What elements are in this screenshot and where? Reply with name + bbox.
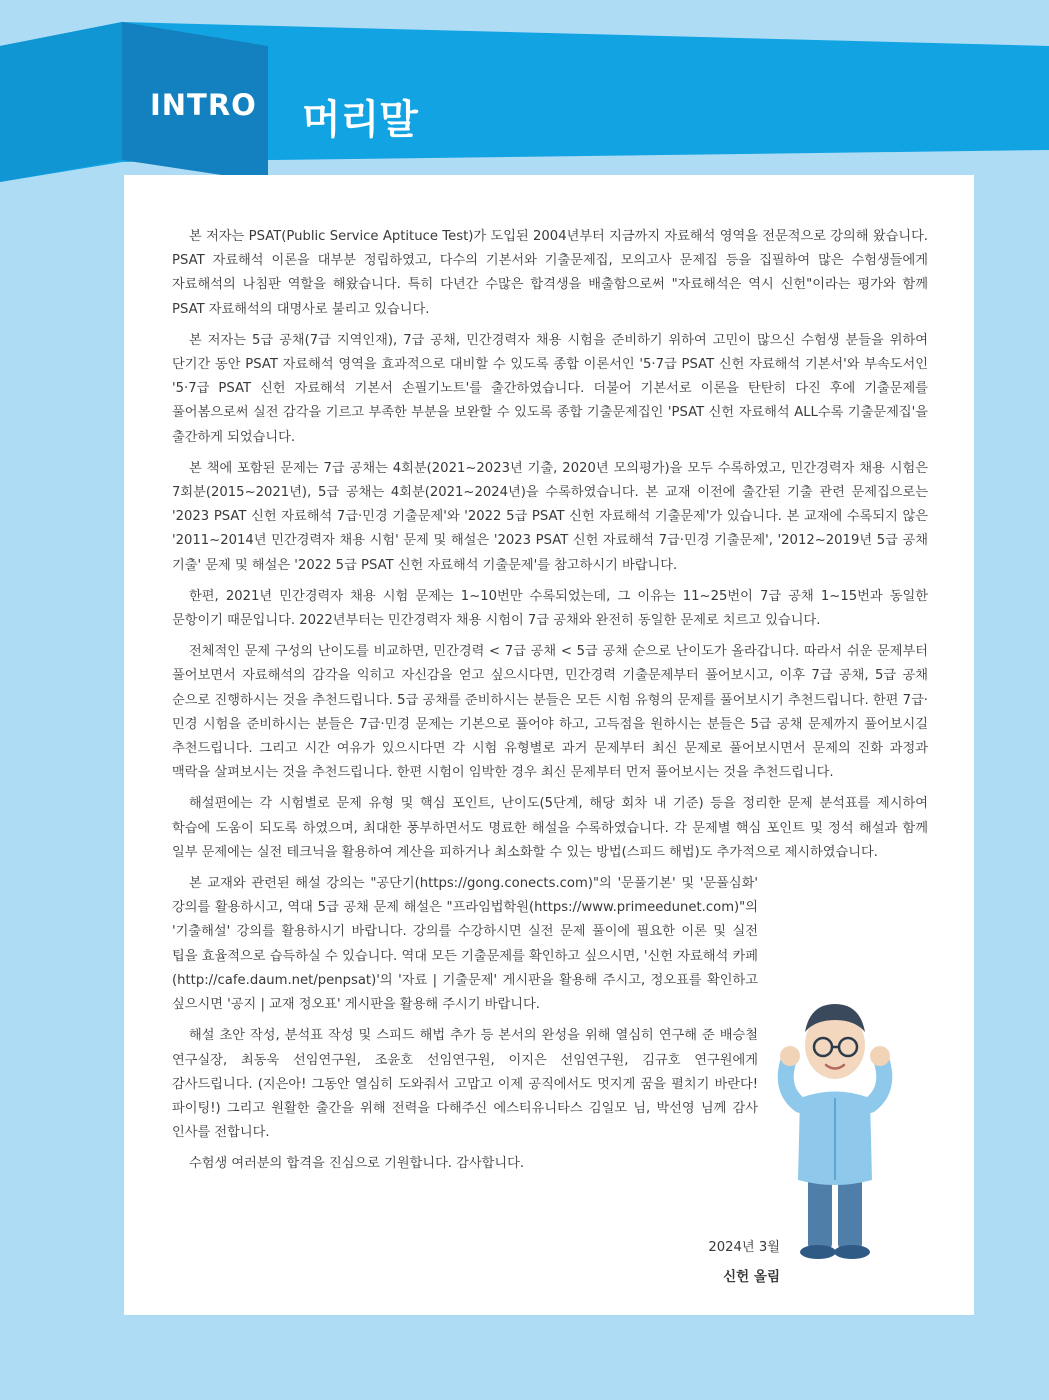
section-label: INTRO bbox=[150, 88, 257, 122]
paragraph: 본 저자는 PSAT(Public Service Aptituce Test)가 도입된 2004년부터 지금까지 자료해석 영역을 전문적으로 강의해 왔습니다. PSAT 자료해석 이론을 대부분 정립하였고, 다수의 기본서와 기출문제집, 모의고사 문제집 등을 집필하여 많은 수험생들에게 자료해석의 나침판 역할을 해왔습니다. 특히 다년간 수많은 합격생을 배출함으로써 "자료해석은 역시 신헌"이라는 평가와 함께 PSAT 자료해석의 대명사로 불리고 있습니다. bbox=[172, 229, 928, 317]
author-illustration-icon bbox=[760, 990, 910, 1260]
paragraph-closing: 수험생 여러분의 합격을 진심으로 기원합니다. 감사합니다. bbox=[189, 1156, 525, 1172]
paragraph: 한편, 2021년 민간경력자 채용 시험 문제는 1~10번만 수록되었는데, 그 이유는 11~25번이 7급 공채 1~15번과 동일한 문항이기 때문입니다. 2022년부터는 민간경력자 채용 시험이 7급 공채와 완전히 동일한 문제로 치르고 있습니다. bbox=[172, 588, 928, 629]
page-title: 머리말 bbox=[302, 97, 418, 143]
paragraph: 본 저자는 5급 공채(7급 지역인재), 7급 공채, 민간경력자 채용 시험을 준비하기 위하여 고민이 많으신 수험생 분들을 위하여 단기간 동안 PSAT 자료해석 영역을 효과적으로 대비할 수 있도록 종합 이론서인 '5·7급 PSAT 신헌 자료해석 기본서'와 부속도서인 '5·7급 PSAT 신헌 자료해석 기본서 손필기노트'를 출간하였습니다. 더불어 기본서로 이론을 탄탄히 다진 후에 기출문제를 풀어봄으로써 실전 감각을 기르고 부족한 부분을 보완할 수 있도록 종합 기출문제집인 'PSAT 신헌 자료해석 ALL수록 기출문제집'을 출간하게 되었습니다. bbox=[172, 332, 928, 445]
signature-name: 신헌 올림 bbox=[723, 1269, 780, 1285]
paragraph: 전체적인 문제 구성의 난이도를 비교하면, 민간경력 < 7급 공채 < 5급 공채 순으로 난이도가 올라갑니다. 따라서 쉬운 문제부터 풀어보면서 자료해석의 감각을 익히고 자신감을 얻고 싶으시다면, 민간경력 기출문제부터 풀어보시고, 이후 7급 공채, 5급 공채 순으로 진행하시는 것을 추천드립니다. 5급 공채를 준비하시는 분들은 모든 시험 유형의 문제를 풀어보시기 추천드립니다. 한편 7급·민경 시험을 준비하시는 분들은 7급·민경 문제는 기본으로 풀어야 하고, 고득점을 원하시는 분들은 5급 공채 문제까지 풀어보시길 추천드립니다. 그리고 시간 여유가 있으시다면 각 시험 유형별로 과거 문제부터 최신 문제로 풀어보시면서 문제의 진화 과정과 맥락을 살펴보시는 것을 추천드립니다. 한편 시험이 임박한 경우 최신 문제부터 먼저 풀어보시는 것을 추천드립니다. bbox=[172, 644, 928, 781]
signature-date: 2024년 3월 bbox=[708, 1240, 780, 1255]
paragraph: 본 책에 포함된 문제는 7급 공채는 4회분(2021~2023년 기출, 2020년 모의평가)을 모두 수록하였고, 민간경력자 채용 시험은 7회분(2015~2021년), 5급 공채는 4회분(2021~2024년)을 수록하였습니다. 본 교재 이전에 출간된 기출 관련 문제집으로는 '2023 PSAT 신헌 자료해석 7급·민경 기출문제'와 '2022 5급 PSAT 신헌 자료해석 기출문제'가 있습니다. 본 교재에 수록되지 않은 '2011~2014년 민간경력자 채용 시험' 문제 및 해설은 '2023 PSAT 신헌 자료해석 7급·민경 기출문제', '2012~2019년 5급 공채 기출' 문제 및 해설은 '2022 5급 PSAT 신헌 자료해석 기출문제'를 참고하시기 바랍니다. bbox=[172, 460, 928, 573]
paragraph-thanks: 해설 초안 작성, 분석표 작성 및 스피드 해법 추가 등 본서의 완성을 위해 열심히 연구해 준 배승철 연구실장, 최동욱 선임연구원, 조윤호 선임연구원, 이지은 선임연구원, 김규호 연구원에게 감사드립니다. (지은아! 그동안 열심히 도와줘서 고맙고 이제 공직에서도 멋지게 꿈을 펼치기 바란다! 파이팅!) 그리고 원활한 출간을 위해 전력을 다해주신 에스티유니타스 김일모 님, 박선영 님께 감사 인사를 전합니다. bbox=[172, 1028, 758, 1141]
paragraph-lectures: 본 교재와 관련된 해설 강의는 "공단기(https://gong.conects.com)"의 '문풀기본' 및 '문풀심화' 강의를 활용하시고, 역대 5급 공채 문제 해설은 "프라임법학원(https://www.primeedunet.com)"의 '기출해설' 강의를 활용하시기 바랍니다. 강의를 수강하시면 실전 문제 풀이에 필요한 이론 및 실전 팁을 효율적으로 습득하실 수 있습니다. 역대 모든 기출문제를 확인하고 싶으시면, '신헌 자료해석 카페(http://cafe.daum.net/penpsat)'의 '자료 | 기출문제' 게시판을 활용해 주시고, 정오표를 확인하고 싶으시면 '공지 | 교재 정오표' 게시판을 활용해 주시기 바랍니다. bbox=[172, 876, 758, 1013]
paragraph: 해설편에는 각 시험별로 문제 유형 및 핵심 포인트, 난이도(5단계, 해당 회차 내 기준) 등을 정리한 문제 분석표를 제시하여 학습에 도움이 되도록 하였으며, 최대한 풍부하면서도 명료한 해설을 수록하였습니다. 각 문제별 핵심 포인트 및 정석 해설과 함께 일부 문제에는 실전 테크닉을 활용하여 계산을 피하거나 최소화할 수 있는 방법(스피드 해법)도 추가적으로 제시하였습니다. bbox=[172, 796, 928, 860]
